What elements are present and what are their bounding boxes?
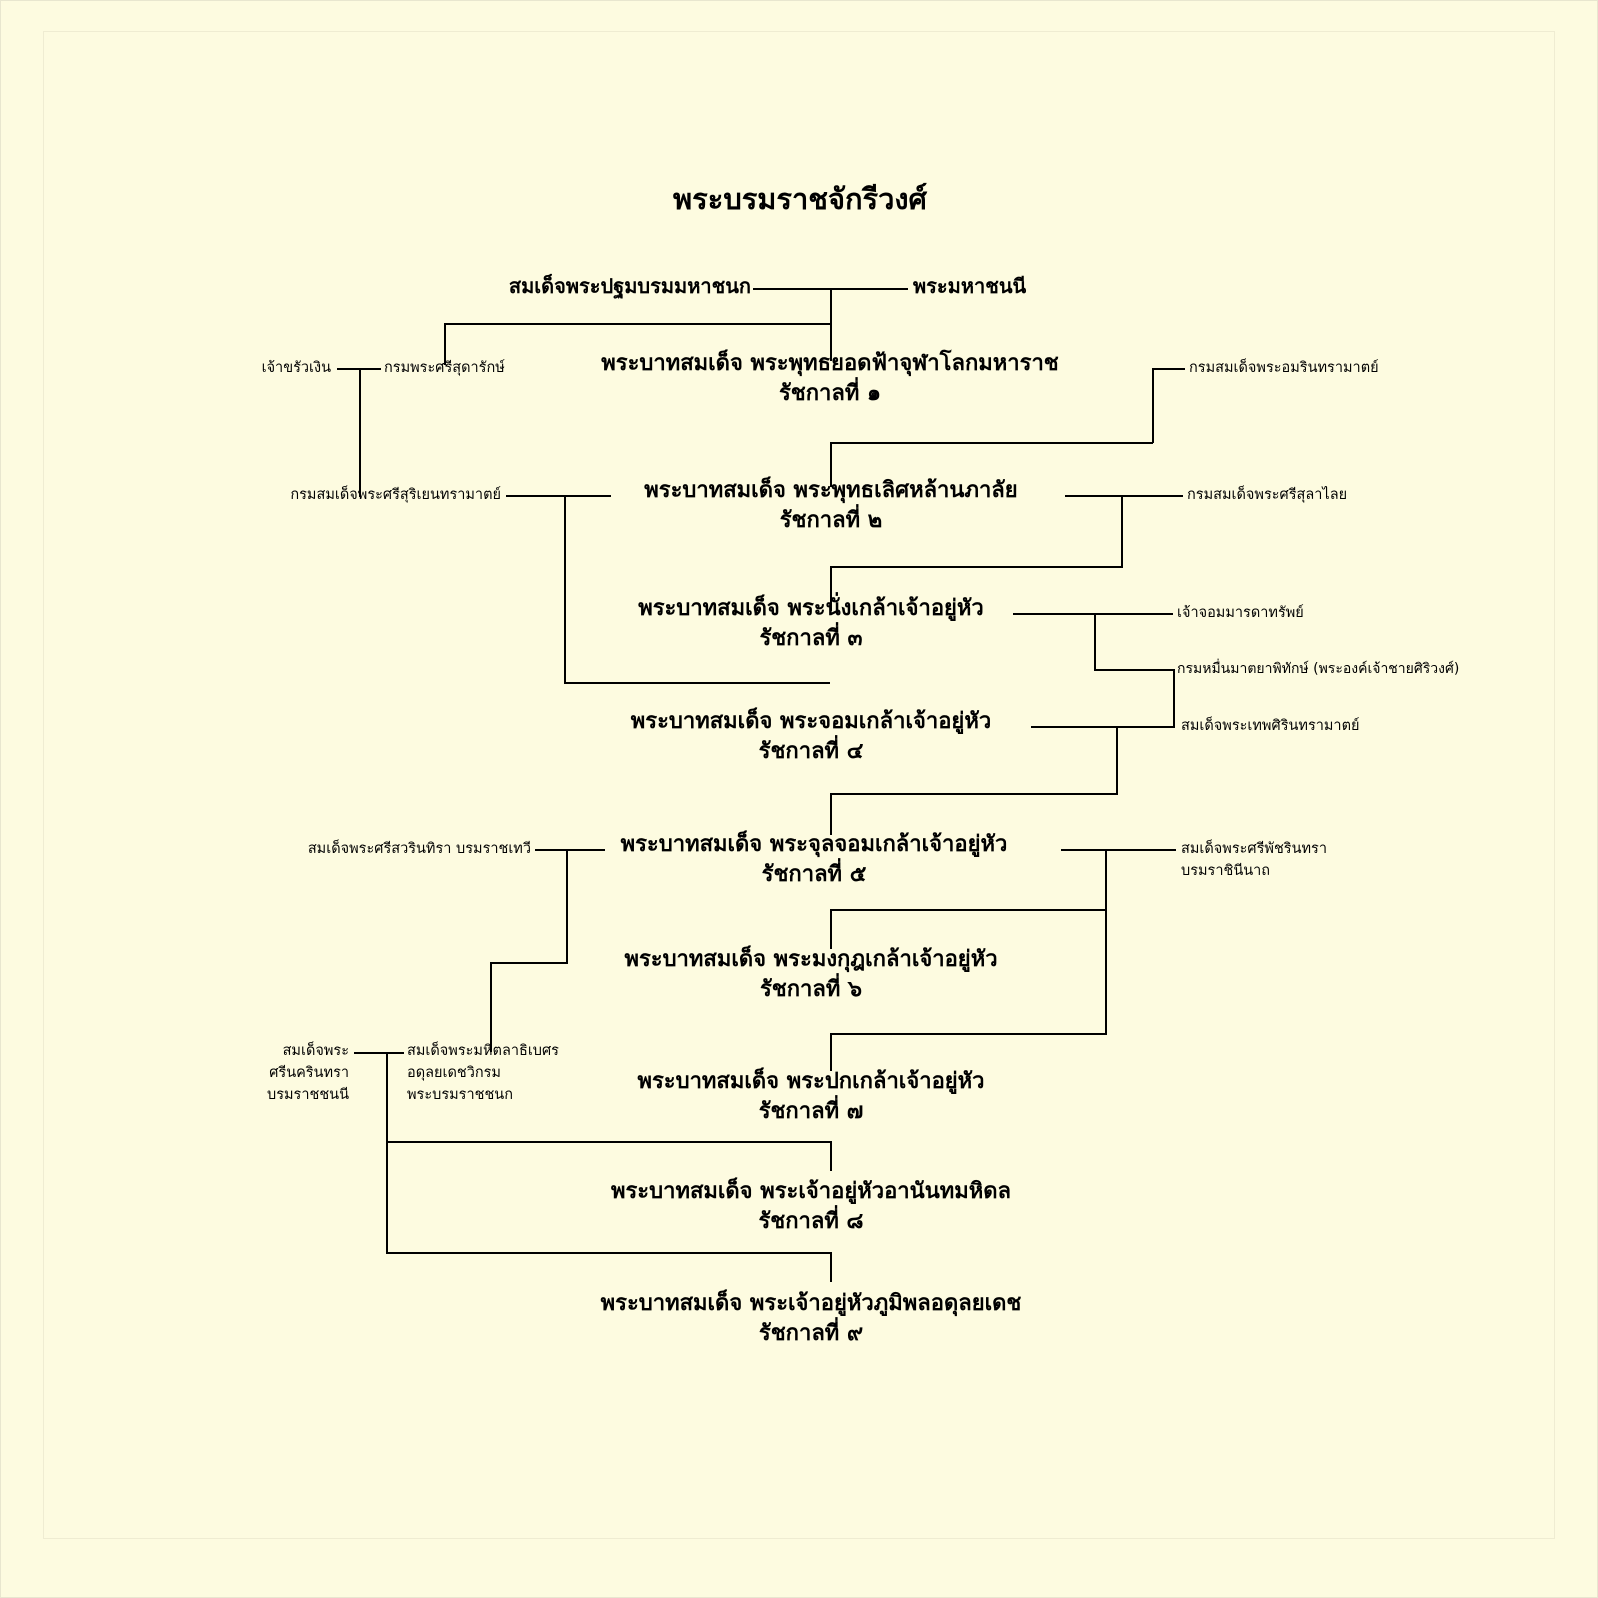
- node-mahidol-label-line1: สมเด็จพระมหิตลาธิเบศร: [407, 1043, 559, 1059]
- node-chao-khrua-ngoen-label: เจ้าขรัวเงิน: [261, 360, 331, 376]
- node-rama1: [530, 349, 1130, 408]
- edge-rama1-consort-v: [1152, 368, 1154, 443]
- edge-ngoen-descent-v: [359, 368, 361, 496]
- node-srinagarindra-label-line2: ศรีนครินทรา: [269, 1064, 349, 1081]
- node-mahidol-label-line2: อดุลยเดชวิกรม: [407, 1064, 501, 1081]
- node-rama4-label: พระบาทสมเด็จ พระจอมเกล้าเจ้าอยู่หัว: [630, 709, 992, 734]
- node-chao-khrua-ngoen: [121, 359, 331, 379]
- node-rama7-label: พระบาทสมเด็จ พระปกเกล้าเจ้าอยู่หัว: [637, 1069, 985, 1094]
- node-sri-savarindira-label: สมเด็จพระศรีสวรินทิรา บรมราชเทวี: [307, 841, 531, 857]
- node-rama3-consort: [1177, 604, 1477, 624]
- node-rama5-reign: รัชกาลที่ ๕: [761, 861, 867, 887]
- node-srinagarindra-label-line1: สมเด็จพระ: [282, 1043, 349, 1059]
- node-rama3-consort-label: เจ้าจอมมารดาทรัพย์: [1177, 605, 1304, 621]
- node-rama2-consort-label: กรมสมเด็จพระศรีสุลาไลย: [1187, 487, 1348, 503]
- edge-rama4-bus: [830, 793, 1118, 795]
- edge-mahidol-rama8-v: [830, 1141, 832, 1171]
- node-rama9-label: พระบาทสมเด็จ พระเจ้าอยู่หัวภูมิพลอดุลยเดช: [600, 1291, 1022, 1316]
- node-rama8-reign: รัชกาลที่ ๘: [758, 1208, 864, 1234]
- edge-rama5-consort-v: [1105, 849, 1107, 1034]
- edge-mattaya-v: [1173, 669, 1175, 727]
- node-rama5: [559, 830, 1069, 889]
- edge-rama2-bus: [830, 566, 1123, 568]
- node-rama1-reign: รัชกาลที่ ๑: [778, 380, 882, 406]
- node-rama7: [561, 1067, 1061, 1126]
- node-rama7-reign: รัชกาลที่ ๗: [758, 1098, 864, 1124]
- edge-mahidol-down: [386, 1052, 388, 1253]
- node-rama2: [561, 476, 1101, 535]
- node-rama4-reign: รัชกาลที่ ๔: [758, 738, 864, 764]
- edge-rama5-bus-rama7: [830, 1033, 1107, 1035]
- edge-rama5-bus-rama6: [830, 909, 1107, 911]
- node-rama4-consort-label: สมเด็จพระเทพศิรินทรามาตย์: [1181, 718, 1360, 734]
- edge-mahidol-to-rama8: [386, 1141, 830, 1143]
- node-rama5-label: พระบาทสมเด็จ พระจุลจอมเกล้าเจ้าอยู่หัว: [620, 832, 1008, 857]
- node-rama1-consort: [1189, 359, 1519, 379]
- node-rama5-consort: [1181, 839, 1431, 883]
- edge-rama1-marriage: [1152, 368, 1185, 370]
- node-founder-consort: [913, 273, 1313, 300]
- node-rama3-reign: รัชกาลที่ ๓: [759, 625, 863, 651]
- edge-rama5-to-rama7: [830, 1033, 832, 1071]
- node-rama6-label: พระบาทสมเด็จ พระมงกุฎเกล้าเจ้าอยู่หัว: [624, 947, 998, 972]
- node-rama5-consort-label-line2: บรมราชินีนาถ: [1181, 862, 1271, 879]
- edge-rama2-consort-v: [1121, 495, 1123, 567]
- node-rama8-label: พระบาทสมเด็จ พระเจ้าอยู่หัวอานันทมหิดล: [610, 1179, 1012, 1204]
- edge-savarindira-h2: [490, 962, 568, 964]
- edge-suriyen-to-rama4: [564, 682, 830, 684]
- node-founder-label: สมเด็จพระปฐมบรมมหาชนก: [508, 274, 751, 298]
- edge-rama5-to-rama6: [830, 909, 832, 949]
- node-sri-savarindira: [216, 840, 531, 860]
- node-krom-muen-mattaya-label: กรมหมื่นมาตยาพิทักษ์ (พระองค์เจ้าชายศิริวงศ์): [1177, 661, 1460, 677]
- node-krom-phra-sri-sudarak-label: กรมพระศรีสุดารักษ์: [384, 360, 505, 376]
- node-rama8: [541, 1177, 1081, 1236]
- edge-rama3-child: [1094, 669, 1173, 671]
- edge-savarindira-to-mahidol: [490, 962, 492, 1052]
- edge-founder-to-sudarak-h: [444, 323, 831, 325]
- node-rama1-consort-label: กรมสมเด็จพระอมรินทรามาตย์: [1189, 360, 1379, 376]
- node-rama3-label: พระบาทสมเด็จ พระนั่งเกล้าเจ้าอยู่หัว: [638, 596, 984, 621]
- node-rama1-label: พระบาทสมเด็จ พระพุทธยอดฟ้าจุฬาโลกมหาราช: [601, 351, 1059, 376]
- node-rama6-reign: รัชกาลที่ ๖: [759, 976, 863, 1002]
- node-founder-consort-label: พระมหาชนนี: [913, 274, 1027, 298]
- edge-srinagarindra-marriage: [354, 1052, 404, 1054]
- node-sri-suriyen: [211, 486, 501, 506]
- edge-rama3-consort-v: [1094, 613, 1096, 670]
- node-mahidol-label-line3: พระบรมราชชนก: [407, 1086, 513, 1103]
- node-rama3: [561, 594, 1061, 653]
- edge-rama4-consort-v: [1116, 726, 1118, 794]
- edge-rama1-bus: [830, 442, 1153, 444]
- node-rama4-consort: [1181, 717, 1501, 737]
- node-srinagarindra-label-line3: บรมราชชนนี: [267, 1086, 349, 1103]
- edge-rama4-to-rama5: [830, 793, 832, 835]
- node-rama9-reign: รัชกาลที่ ๙: [758, 1320, 864, 1346]
- node-rama9: [521, 1289, 1101, 1348]
- node-founder: [301, 273, 751, 300]
- node-rama4: [561, 707, 1061, 766]
- node-rama6: [561, 945, 1061, 1004]
- node-srinagarindra: [201, 1041, 349, 1106]
- edge-rama5-marriage: [1061, 849, 1176, 851]
- node-sri-suriyen-label: กรมสมเด็จพระศรีสุริเยนทรามาตย์: [290, 487, 501, 503]
- node-rama2-label: พระบาทสมเด็จ พระพุทธเลิศหล้านภาลัย: [644, 478, 1018, 503]
- node-rama5-consort-label-line1: สมเด็จพระศรีพัชรินทรา: [1181, 841, 1327, 857]
- edge-mahidol-rama9-v: [830, 1252, 832, 1282]
- node-rama2-consort: [1187, 486, 1487, 506]
- node-krom-muen-mattaya: [1177, 660, 1517, 679]
- page-title: พระบรมราชจักรีวงศ์: [673, 182, 927, 216]
- edge-mahidol-to-rama9: [386, 1252, 830, 1254]
- node-rama2-reign: รัชกาลที่ ๒: [779, 507, 883, 533]
